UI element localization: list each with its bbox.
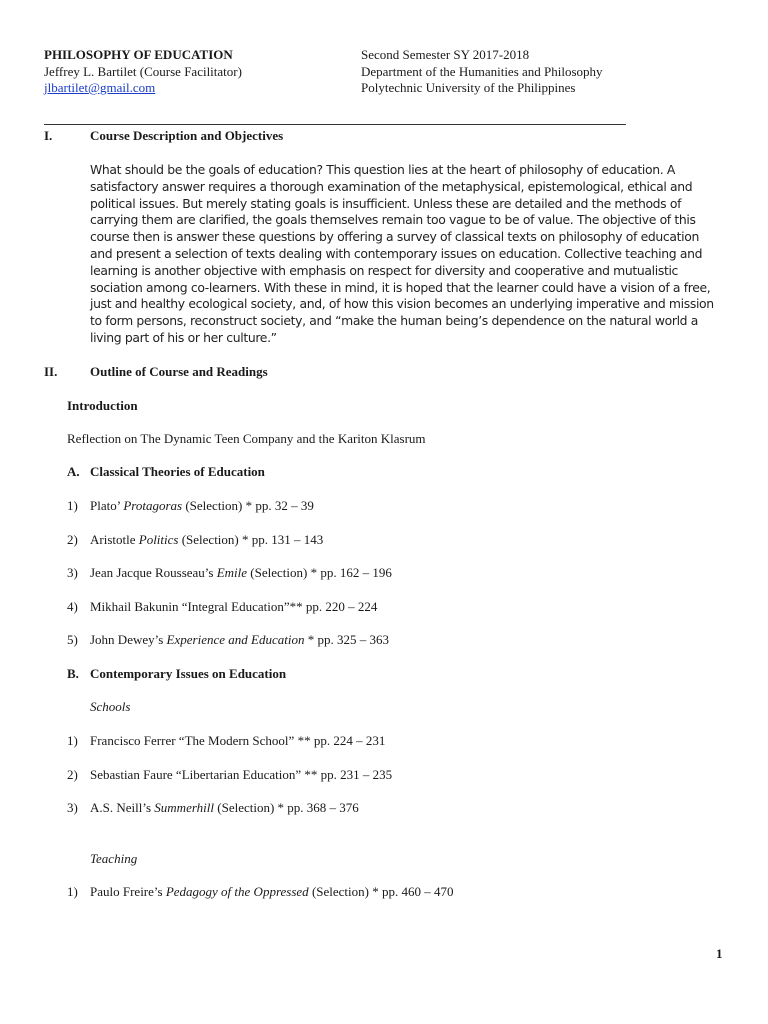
subsection-letter: B. [67, 666, 79, 681]
subsection-title: Contemporary Issues on Education [90, 666, 287, 681]
facilitator-name: Jeffrey L. Bartilet (Course Facilitator) [44, 63, 242, 79]
reading-author: John Dewey’s [90, 632, 167, 648]
list-item-number: 2) [67, 531, 78, 547]
list-item-number: 5) [67, 632, 78, 648]
reading-author: Plato’ [90, 498, 124, 513]
reading-pages: (Selection) * pp. 32 – 39 [182, 498, 314, 513]
schools-heading: Schools [90, 699, 131, 714]
reading-author: Mikhail Bakunin “Integral Education”** pp. 220 – 224 [90, 598, 378, 614]
reading-title: Experience and Education [166, 632, 305, 648]
reading-item [90, 599, 377, 615]
reading-author: Paulo Freire’s [90, 884, 166, 899]
reading-item [90, 884, 453, 900]
reading-item [90, 498, 314, 514]
list-item-number: 1) [67, 884, 78, 899]
reading-pages: (Selection) * pp. 368 – 376 [214, 800, 359, 816]
reading-pages: (Selection) * pp. 460 – 470 [308, 884, 454, 899]
list-item-number: 3) [67, 565, 78, 581]
teaching-heading: Teaching [90, 851, 138, 866]
reading-pages: * pp. 325 – 363 [304, 632, 389, 648]
reading-item [90, 632, 389, 648]
reading-author: Aristotle [90, 531, 139, 547]
list-item-number: 4) [67, 598, 78, 614]
reading-author: Sebastian Faure “Libertarian Education” ** pp. 231 – 235 [90, 766, 393, 782]
reading-pages: (Selection) * pp. 131 – 143 [178, 531, 324, 547]
list-item-number: 3) [67, 800, 78, 816]
page-number: 1 [716, 946, 723, 961]
semester: Second Semester SY 2017-2018 [361, 47, 530, 62]
reading-title: Protagoras [123, 498, 183, 513]
reading-item [90, 767, 392, 783]
reading-item [90, 565, 392, 581]
reading-title: Politics [138, 531, 179, 547]
section-title: Course Description and Objectives [90, 128, 284, 143]
course-title: PHILOSOPHY OF EDUCATION [44, 47, 233, 62]
header-right [361, 47, 603, 97]
reading-title: Pedagogy of the Oppressed [165, 884, 309, 899]
email-link[interactable]: jlbartilet@gmail.com [44, 80, 156, 95]
section-number: I. [44, 128, 53, 143]
introduction-heading: Introduction [67, 398, 138, 413]
section-title: Outline of Course and Readings [90, 364, 268, 379]
reading-title: Emile [216, 565, 248, 581]
list-item-number: 1) [67, 498, 78, 513]
reading-pages: (Selection) * pp. 162 – 196 [247, 565, 392, 581]
header-divider [44, 124, 626, 125]
list-item-number: 2) [67, 766, 78, 782]
reading-item [90, 800, 359, 816]
subsection-letter: A. [67, 464, 80, 479]
reading-author: A.S. Neill’s [90, 800, 155, 816]
reading-author: Francisco Ferrer “The Modern School” ** pp. 224 – 231 [90, 733, 386, 748]
reading-item [90, 532, 323, 548]
reading-title: Summerhill [154, 800, 215, 816]
university: Polytechnic University of the Philippines [361, 80, 576, 95]
department: Department of the Humanities and Philosophy [361, 63, 603, 79]
reading-author: Jean Jacque Rousseau’s [90, 565, 217, 581]
list-item-number: 1) [67, 733, 78, 748]
subsection-title: Classical Theories of Education [90, 464, 265, 479]
section-number: II. [44, 364, 58, 379]
header-left [44, 47, 242, 97]
reading-item [90, 733, 385, 749]
introduction-text: Reflection on The Dynamic Teen Company and the Kariton Klasrum [67, 431, 426, 446]
course-description-paragraph: What should be the goals of education? This question lies at the heart of philosophy of education. A satisfactory answer requires a thorough examination of the metaphysical, epistemological, ethical and political issues. But merely stating goals is insufficient. Unless these are detailed and the methods of carrying them are clarified, the goals themselves remain too vague to be of value. The objective of this course then is answer these questions by offering a survey of classical texts on philosophy of education and present a selection of texts dealing with contemporary issues on education. Collective teaching and learning is another objective with emphasis on respect for diversity and cooperative and mutualistic sociation among co-learners. With these in mind, it is hoped that the learner could have a vision of a free, just and healthy ecological society, and, of how this vision becomes an underlying imperative and mission to form persons, reconstruct society, and “make the human being’s dependence on the natural world a living part of his or her culture.” [90, 162, 714, 345]
